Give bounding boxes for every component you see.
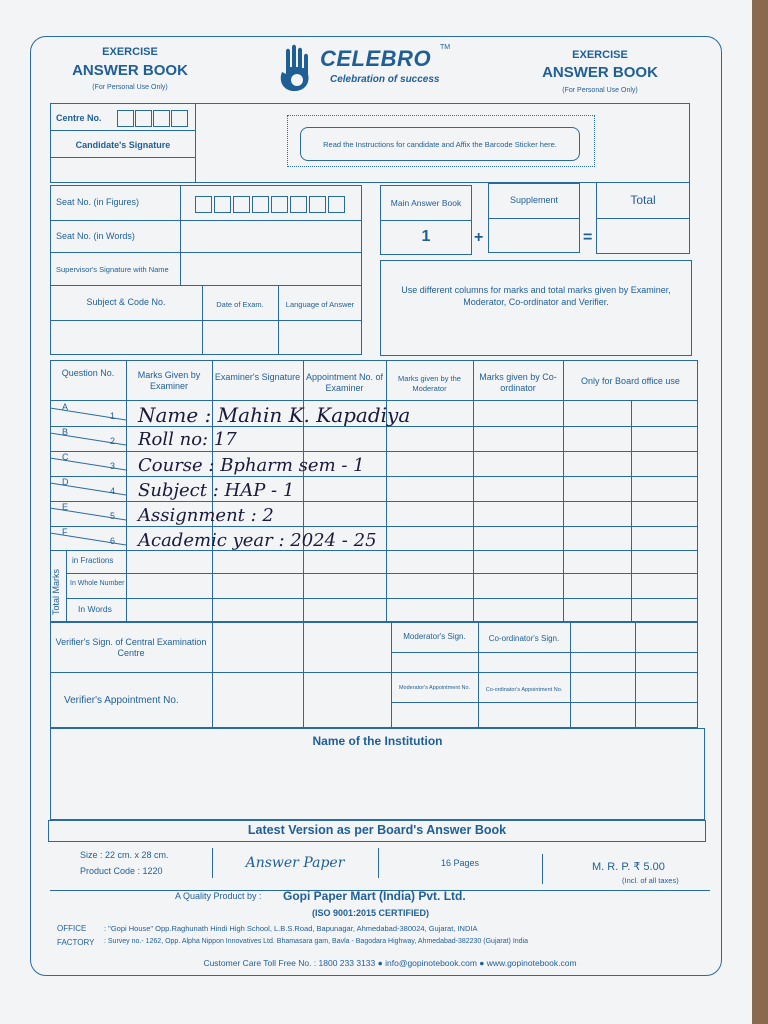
candidate-signature-label: Candidate's Signature bbox=[75, 140, 171, 150]
main-answer-book-label: Main Answer Book bbox=[390, 198, 462, 208]
institution-label: Name of the Institution bbox=[312, 734, 443, 748]
header-coordinator-marks: Marks given by Co-ordinator bbox=[479, 372, 557, 393]
seat-digit-box[interactable] bbox=[271, 196, 288, 213]
handwritten-academic-year: Academic year : 2024 - 25 bbox=[138, 530, 377, 551]
seat-digit-box[interactable] bbox=[195, 196, 212, 213]
personal-use-note-right: (For Personal Use Only) bbox=[562, 87, 638, 94]
quality-label: A Quality Product by : bbox=[175, 891, 262, 901]
exercise-label-right: EXERCISE bbox=[572, 49, 628, 61]
answer-book-title-right: ANSWER BOOK bbox=[542, 64, 658, 81]
centre-no-box[interactable] bbox=[117, 110, 134, 127]
brand-tagline: Celebration of success bbox=[330, 74, 440, 85]
moderator-appointment-label: Moderator's Appointment No. bbox=[398, 685, 471, 691]
seat-no-words-label: Seat No. (in Words) bbox=[56, 231, 135, 241]
question-number: 6 bbox=[110, 536, 116, 546]
office-address: : "Gopi House" Opp.Raghunath Hindi High School, L.B.S.Road, Bapunagar, Ahmedabad-380024, Gujarat, INDIA bbox=[104, 924, 478, 933]
seat-digit-box[interactable] bbox=[233, 196, 250, 213]
subject-code-label: Subject & Code No. bbox=[86, 297, 166, 307]
latest-version-text: Latest Version as per Board's Answer Book bbox=[247, 823, 507, 837]
handwritten-name: Name : Mahin K. Kapadiya bbox=[138, 403, 411, 427]
total-label: Total bbox=[630, 193, 656, 207]
barcode-instruction: Read the Instructions for candidate and Affix the Barcode Sticker here. bbox=[323, 140, 557, 149]
handwritten-roll-no: Roll no: 17 bbox=[138, 429, 237, 450]
centre-no-label: Centre No. bbox=[56, 113, 102, 123]
mrp-text: M. R. P. ₹ 5.00 bbox=[592, 861, 665, 873]
question-number: 4 bbox=[110, 486, 116, 496]
question-letter: A bbox=[62, 402, 69, 412]
personal-use-note-left: (For Personal Use Only) bbox=[92, 84, 168, 91]
question-number: 5 bbox=[110, 511, 116, 521]
supplement-label: Supplement bbox=[509, 195, 559, 205]
iso-text: (ISO 9001:2015 CERTIFIED) bbox=[312, 908, 430, 918]
marks-note-text: Use different columns for marks and total marks given by Examiner, Moderator, Co-ordinator and Verifier. bbox=[401, 285, 671, 307]
hand-logo-icon bbox=[272, 42, 316, 94]
centre-no-box[interactable] bbox=[171, 110, 188, 127]
factory-label: FACTORY bbox=[57, 938, 95, 947]
question-number: 2 bbox=[110, 436, 116, 446]
question-letter: E bbox=[62, 502, 69, 512]
plus-sign: + bbox=[474, 229, 484, 246]
total-in-fractions-label: in Fractions bbox=[72, 556, 114, 565]
handwritten-course: Course : Bpharm sem - 1 bbox=[138, 455, 365, 476]
coordinator-sign-label: Co-ordinator's Sign. bbox=[488, 634, 560, 643]
header-appointment-no: Appointment No. of Examiner bbox=[305, 372, 384, 393]
seat-digit-box[interactable] bbox=[252, 196, 269, 213]
question-letter: F bbox=[62, 527, 68, 537]
verifier-appointment-label: Verifier's Appointment No. bbox=[64, 695, 179, 706]
moderator-sign-label: Moderator's Sign. bbox=[403, 632, 466, 641]
header-examiner-signature: Examiner's Signature bbox=[214, 372, 301, 382]
answer-paper-label: Answer Paper bbox=[245, 855, 345, 871]
exercise-label-left: EXERCISE bbox=[102, 46, 158, 58]
header-board-office: Only for Board office use bbox=[581, 376, 680, 386]
total-whole-number-label: In Whole Number bbox=[70, 580, 125, 587]
centre-no-box[interactable] bbox=[135, 110, 152, 127]
date-of-exam-label: Date of Exam. bbox=[216, 300, 264, 309]
verifier-central-sign-label: Verifier's Sign. of Central Examination Centre bbox=[55, 637, 207, 658]
header-moderator-marks: Marks given by the Moderator bbox=[398, 374, 461, 393]
total-in-words-label: In Words bbox=[78, 604, 112, 614]
seat-digit-box[interactable] bbox=[309, 196, 326, 213]
company-name: Gopi Paper Mart (India) Pvt. Ltd. bbox=[283, 889, 466, 903]
question-number: 3 bbox=[110, 461, 116, 471]
question-letter: C bbox=[62, 452, 69, 462]
seat-digit-box[interactable] bbox=[328, 196, 345, 213]
main-answer-book-count: 1 bbox=[421, 228, 431, 245]
answer-book-title-left: ANSWER BOOK bbox=[72, 62, 188, 79]
factory-address: : Survey no.- 1262, Opp. Alpha Nippon Innovatives Ltd. Bhamasara gam, Bavla - Bagodara Highway, Ahmedabad-382230 (Gujarat) India bbox=[104, 938, 529, 945]
seat-no-figures-label: Seat No. (in Figures) bbox=[56, 197, 140, 207]
centre-no-box[interactable] bbox=[153, 110, 170, 127]
size-text: Size : 22 cm. x 28 cm. bbox=[80, 850, 169, 860]
seat-digit-box[interactable] bbox=[290, 196, 307, 213]
total-marks-label: Total Marks bbox=[51, 568, 61, 615]
equals-sign: = bbox=[583, 229, 593, 246]
supervisor-signature-label: Supervisor's Signature with Name bbox=[56, 265, 169, 274]
question-letter: D bbox=[62, 477, 69, 487]
taxes-note: (Incl. of all taxes) bbox=[622, 876, 679, 885]
handwritten-subject: Subject : HAP - 1 bbox=[138, 480, 295, 501]
marks-note-box bbox=[380, 260, 692, 356]
header-marks-examiner: Marks Given by Examiner bbox=[137, 370, 201, 391]
product-code-text: Product Code : 1220 bbox=[80, 866, 163, 876]
trademark-mark: TM bbox=[440, 44, 451, 51]
handwritten-assignment: Assignment : 2 bbox=[138, 505, 274, 526]
customer-care-text: Customer Care Toll Free No. : 1800 233 3133 ● info@gopinotebook.com ● www.gopinotebook.com bbox=[203, 958, 577, 968]
pages-text: 16 Pages bbox=[440, 858, 480, 868]
language-label: Language of Answer bbox=[285, 300, 355, 309]
header-question-no: Question No. bbox=[61, 368, 115, 378]
seat-digit-box[interactable] bbox=[214, 196, 231, 213]
question-letter: B bbox=[62, 427, 69, 437]
question-number: 1 bbox=[110, 411, 116, 421]
coordinator-appointment-label: Co-ordinator's Appointment No. bbox=[485, 687, 563, 693]
office-label: OFFICE bbox=[57, 924, 87, 933]
brand-name: CELEBRO bbox=[320, 46, 432, 71]
